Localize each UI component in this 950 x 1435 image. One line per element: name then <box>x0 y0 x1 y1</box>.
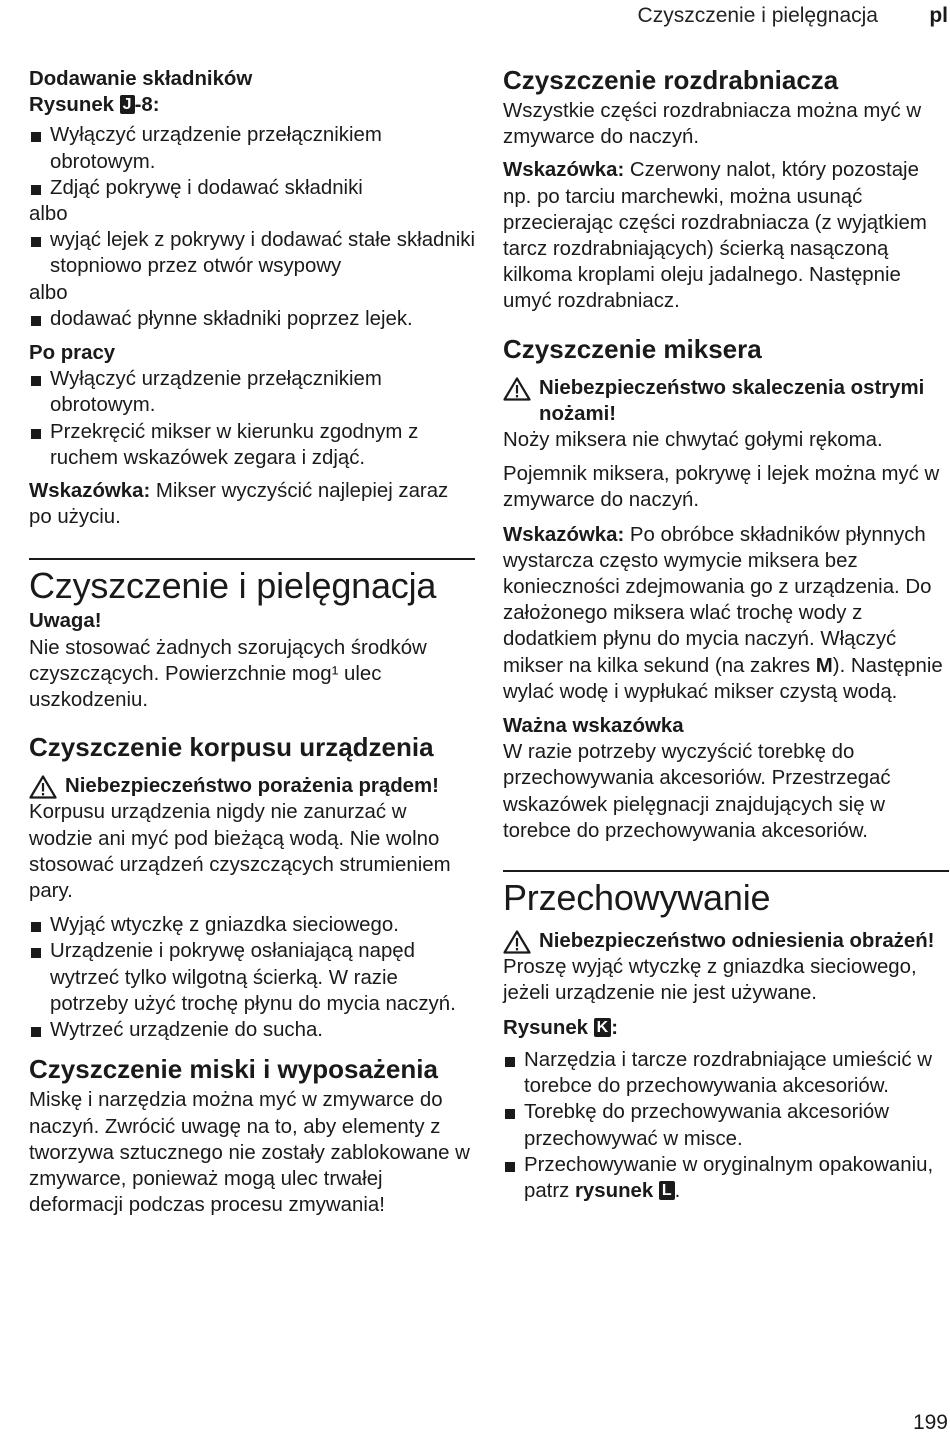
important-note-text: W razie potrzeby wyczyścić torebkę do przechowywania akcesoriów. Przestrzegać wskazówek pielęgnacji znajdujących się w torebce do przechowywania akcesoriów. <box>503 741 891 842</box>
caution-label: Uwaga! <box>29 610 102 633</box>
shredder-cleaning-section <box>503 64 949 315</box>
list-item-text: Przechowywanie w oryginalnym opakowaniu, patrz <box>524 1153 934 1202</box>
adding-steps-list-3 <box>29 306 475 332</box>
injury-warning <box>503 928 949 954</box>
bowl-cleaning-section <box>29 1053 475 1218</box>
running-header <box>0 4 950 30</box>
note-label: Wskazówka: <box>29 480 151 503</box>
figure-suffix: -8: <box>134 94 160 117</box>
list-item: Torebkę do przechowywania akcesoriów przechowywać w misce. <box>503 1099 949 1151</box>
body-cleaning-list <box>29 912 475 1043</box>
warning-text: Niebezpieczeństwo skaleczenia ostrymi nożami! <box>539 376 925 425</box>
storage-figure-reference <box>503 1015 949 1041</box>
figure-suffix: : <box>611 1016 619 1039</box>
left-column <box>29 66 475 1218</box>
list-item-end: . <box>674 1179 681 1202</box>
warning-text: Niebezpieczeństwo odniesienia obrażeń! <box>539 930 935 953</box>
list-item: Urządzenie i pokrywę osłaniającą napęd wytrzeć tylko wilgotną ścierką. W razie potrzeby użyć trochę płynu do mycia naczyń. <box>29 938 475 1017</box>
cleaning-chapter-title: Czyszczenie i pielęgnacja <box>29 565 437 607</box>
figure-prefix: Rysunek <box>29 94 120 117</box>
figure-letter-badge: K <box>594 1018 612 1037</box>
body-cleaning-section <box>29 731 475 1043</box>
body-cleaning-title: Czyszczenie korpusu urządzenia <box>29 732 434 763</box>
or-label: albo <box>29 281 68 304</box>
cleaning-chapter <box>29 558 475 713</box>
note-label: Wskazówka: <box>503 159 625 182</box>
shredder-cleaning-text: Wszystkie części rozdrabniacza można myć w zmywarce do naczyń. <box>503 100 922 149</box>
storage-text: Proszę wyjąć wtyczkę z gniazdka sieciowego, jeżeli urządzenie nie jest używane. <box>503 956 917 1005</box>
note-text-end: ). Następnie wylać wodę i wypłukać mikser czystą wodą. <box>503 654 943 703</box>
storage-list <box>503 1047 949 1204</box>
list-item: Zdjąć pokrywę i dodawać składniki <box>29 175 475 201</box>
list-item: Wytrzeć urządzenie do sucha. <box>29 1017 475 1043</box>
warning-text: Niebezpieczeństwo porażenia prądem! <box>65 775 439 798</box>
adding-figure-reference <box>29 92 475 118</box>
note-text: Po obróbce składników płynnych wystarcza często wymycie miksera bez konieczności zdejmowania go z urządzenia. Do założonego miksera wlać trochę wody z dodatkiem płynu do mycia naczyń. Włączyć mikser na kilka sekund (na zakres <box>503 523 932 677</box>
list-item: Wyłączyć urządzenie przełącznikiem obrotowym. <box>29 122 475 174</box>
mixer-text-1: Noży miksera nie chwytać gołymi rękoma. <box>503 429 883 452</box>
after-work-list <box>29 366 475 471</box>
bowl-cleaning-text: Miskę i narzędzia można myć w zmywarce do naczyń. Zwrócić uwagę na to, aby elementy z tworzywa sztucznego nie zostały zablokowane w zmywarce, ponieważ mogą ulec trwałej deformacji podczas procesu zmywania! <box>29 1089 470 1217</box>
speed-setting: M <box>815 654 833 677</box>
adding-steps-list-2 <box>29 227 475 279</box>
mixer-note <box>503 522 949 705</box>
list-item: Wyłączyć urządzenie przełącznikiem obrotowym. <box>29 366 475 418</box>
note-text: Mikser wyczyścić najlepiej zaraz po użyciu. <box>29 480 449 529</box>
list-item: wyjąć lejek z pokrywy i dodawać stałe składniki stopniowo przez otwór wsypowy <box>29 227 475 279</box>
header-section-title: Czyszczenie i pielęgnacja <box>637 4 878 27</box>
header-language-code: pl <box>929 4 948 27</box>
note-label: Wskazówka: <box>503 523 625 546</box>
note-text: Czerwony nalot, który pozostaje np. po tarciu marchewki, można usunąć przecierając części rozdrabniacza (z wyjątkiem tarcz rozdrabniających) ścierką nasączoną kilkoma kroplami oleju jadalnego. Następnie umyć rozdrabniacz. <box>503 159 927 313</box>
warning-triangle-icon <box>503 377 531 401</box>
after-work-section <box>29 340 475 530</box>
warning-triangle-icon <box>503 930 531 954</box>
adding-ingredients-title: Dodawanie składników <box>29 68 253 90</box>
adding-steps-list <box>29 122 475 201</box>
figure-reference-bold: rysunek <box>575 1179 659 1202</box>
storage-chapter <box>503 870 949 1204</box>
page-number: 199 <box>912 1411 948 1434</box>
or-label: albo <box>29 203 68 226</box>
list-item <box>503 1152 949 1204</box>
mixer-cleaning-title: Czyszczenie miksera <box>503 333 762 364</box>
after-work-note <box>29 478 475 530</box>
electric-shock-warning <box>29 773 475 799</box>
list-item: dodawać płynne składniki poprzez lejek. <box>29 306 475 332</box>
mixer-text-2: Pojemnik miksera, pokrywę i lejek można myć w zmywarce do naczyń. <box>503 463 940 512</box>
figure-letter-badge: L <box>659 1181 675 1200</box>
body-cleaning-text: Korpusu urządzenia nigdy nie zanurzać w wodzie ani myć pod bieżącą wodą. Nie wolno stosować urządzeń czyszczących strumieniem pary. <box>29 801 451 903</box>
mixer-cleaning-section <box>503 333 949 844</box>
shredder-cleaning-title: Czyszczenie rozdrabniacza <box>503 65 839 95</box>
adding-ingredients-section <box>29 66 475 332</box>
bowl-cleaning-title: Czyszczenie miski i wyposażenia <box>29 1054 438 1085</box>
caution-text: Nie stosować żadnych szorujących środków czyszczących. Powierzchnie mog¹ ulec uszkodzeniu. <box>29 636 427 712</box>
shredder-note <box>503 157 949 314</box>
figure-letter-badge: J <box>120 95 135 114</box>
after-work-title: Po pracy <box>29 342 116 365</box>
list-item: Przekręcić mikser w kierunku zgodnym z ruchem wskazówek zegara i zdjąć. <box>29 419 475 471</box>
figure-prefix: Rysunek <box>503 1016 594 1039</box>
warning-triangle-icon <box>29 775 57 799</box>
right-column <box>503 66 949 1204</box>
list-item: Wyjąć wtyczkę z gniazdka sieciowego. <box>29 912 475 938</box>
list-item: Narzędzia i tarcze rozdrabniające umieścić w torebce do przechowywania akcesoriów. <box>503 1047 949 1099</box>
sharp-blades-warning <box>503 375 949 427</box>
important-note-label: Ważna wskazówka <box>503 715 684 738</box>
storage-chapter-title: Przechowywanie <box>503 877 771 919</box>
